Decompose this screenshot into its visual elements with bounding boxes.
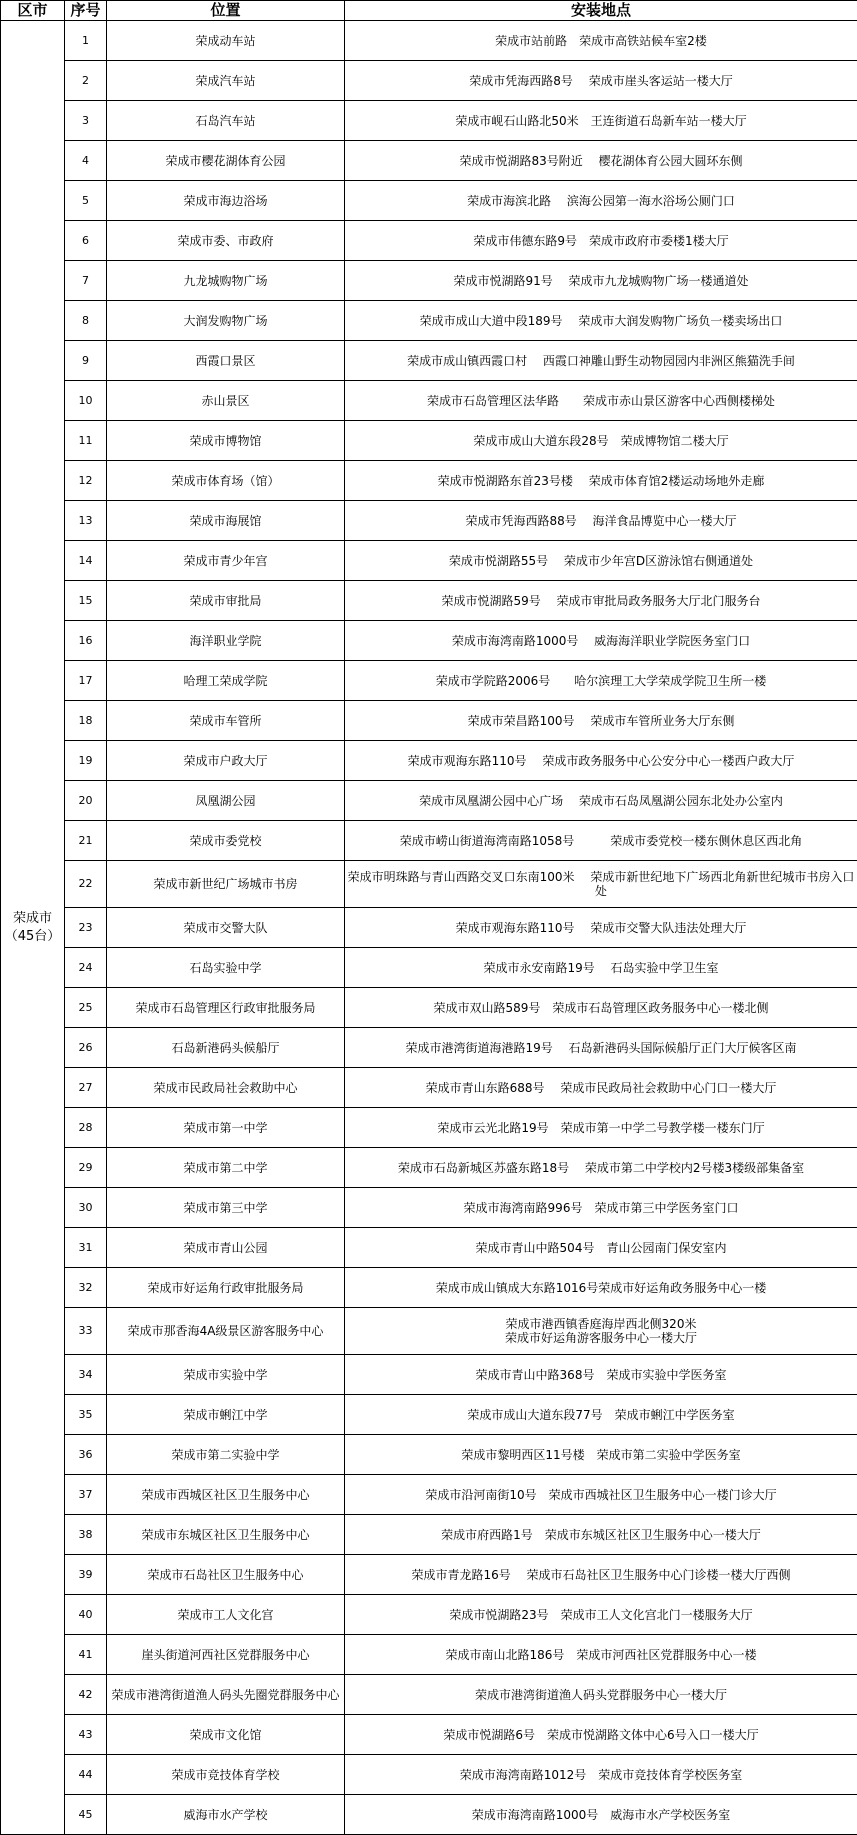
row-address: 荣成市悦湖路6号 荣成市悦湖路文体中心6号入口一楼大厅 — [345, 1715, 857, 1755]
row-number: 40 — [65, 1595, 107, 1635]
table-row — [1, 261, 857, 301]
row-address: 荣成市成山大道东段77号 荣成市蜊江中学医务室 — [345, 1395, 857, 1435]
table-row — [1, 101, 857, 141]
row-number: 22 — [65, 861, 107, 908]
table-row — [1, 861, 857, 908]
row-address: 荣成市岘石山路北50米 王连街道石岛新车站一楼大厅 — [345, 101, 857, 141]
row-address: 荣成市悦湖路55号 荣成市少年宫D区游泳馆右侧通道处 — [345, 541, 857, 581]
row-number: 35 — [65, 1395, 107, 1435]
table-row — [1, 621, 857, 661]
row-number: 5 — [65, 181, 107, 221]
row-number: 33 — [65, 1308, 107, 1355]
district-count: （45台） — [3, 928, 62, 946]
row-position: 荣成动车站 — [107, 21, 345, 61]
table-row — [1, 1228, 857, 1268]
row-address: 荣成市成山镇成大东路1016号荣成市好运角政务服务中心一楼 — [345, 1268, 857, 1308]
row-address: 荣成市悦湖路59号 荣成市审批局政务服务大厅北门服务台 — [345, 581, 857, 621]
row-position: 荣成市东城区社区卫生服务中心 — [107, 1515, 345, 1555]
row-address: 荣成市悦湖路83号附近 樱花湖体育公园大圆环东侧 — [345, 141, 857, 181]
table-row — [1, 988, 857, 1028]
row-address: 荣成市凤凰湖公园中心广场 荣成市石岛凤凰湖公园东北处办公室内 — [345, 781, 857, 821]
row-address: 荣成市学院路2006号 哈尔滨理工大学荣成学院卫生所一楼 — [345, 661, 857, 701]
table-row — [1, 21, 857, 61]
row-address: 荣成市青龙路16号 荣成市石岛社区卫生服务中心门诊楼一楼大厅西侧 — [345, 1555, 857, 1595]
row-position: 荣成市港湾街道渔人码头先圈党群服务中心 — [107, 1675, 345, 1715]
table-row — [1, 1188, 857, 1228]
row-address: 荣成市海湾南路1000号 威海海洋职业学院医务室门口 — [345, 621, 857, 661]
row-number: 32 — [65, 1268, 107, 1308]
row-address: 荣成市悦湖路91号 荣成市九龙城购物广场一楼通道处 — [345, 261, 857, 301]
row-number: 14 — [65, 541, 107, 581]
row-address: 荣成市荣昌路100号 荣成市车管所业务大厅东侧 — [345, 701, 857, 741]
table-row — [1, 1068, 857, 1108]
row-position: 荣成市蜊江中学 — [107, 1395, 345, 1435]
row-position: 荣成市户政大厅 — [107, 741, 345, 781]
district-name: 荣成市 — [3, 910, 62, 928]
row-number: 15 — [65, 581, 107, 621]
table-row — [1, 661, 857, 701]
row-address: 荣成市成山大道东段28号 荣成博物馆二楼大厅 — [345, 421, 857, 461]
row-position: 石岛实验中学 — [107, 948, 345, 988]
header-position: 位置 — [107, 1, 345, 21]
row-address: 荣成市崂山街道海湾南路1058号 荣成市委党校一楼东侧休息区西北角 — [345, 821, 857, 861]
row-position: 哈理工荣成学院 — [107, 661, 345, 701]
table-row — [1, 821, 857, 861]
row-address: 荣成市观海东路110号 荣成市政务服务中心公安分中心一楼西户政大厅 — [345, 741, 857, 781]
table-row — [1, 1515, 857, 1555]
table-row — [1, 581, 857, 621]
table-row — [1, 908, 857, 948]
row-position: 荣成市第三中学 — [107, 1188, 345, 1228]
row-number: 7 — [65, 261, 107, 301]
table-row — [1, 1108, 857, 1148]
table-row — [1, 1435, 857, 1475]
row-address: 荣成市永安南路19号 石岛实验中学卫生室 — [345, 948, 857, 988]
row-position: 西霞口景区 — [107, 341, 345, 381]
table-row — [1, 301, 857, 341]
row-number: 25 — [65, 988, 107, 1028]
row-address: 荣成市港湾街道海港路19号 石岛新港码头国际候船厅正门大厅候客区南 — [345, 1028, 857, 1068]
row-number: 41 — [65, 1635, 107, 1675]
row-position: 九龙城购物广场 — [107, 261, 345, 301]
row-position: 荣成市第一中学 — [107, 1108, 345, 1148]
row-position: 荣成市体育场（馆） — [107, 461, 345, 501]
row-position: 海洋职业学院 — [107, 621, 345, 661]
row-number: 30 — [65, 1188, 107, 1228]
table-row — [1, 1475, 857, 1515]
table-row — [1, 1395, 857, 1435]
row-number: 36 — [65, 1435, 107, 1475]
row-address: 荣成市海湾南路996号 荣成市第三中学医务室门口 — [345, 1188, 857, 1228]
row-address: 荣成市云光北路19号 荣成市第一中学二号教学楼一楼东门厅 — [345, 1108, 857, 1148]
row-address: 荣成市青山中路368号 荣成市实验中学医务室 — [345, 1355, 857, 1395]
row-number: 42 — [65, 1675, 107, 1715]
row-position: 荣成市青少年宫 — [107, 541, 345, 581]
row-position: 荣成市工人文化宫 — [107, 1595, 345, 1635]
row-position: 荣成市石岛管理区行政审批服务局 — [107, 988, 345, 1028]
row-position: 荣成市车管所 — [107, 701, 345, 741]
header-address: 安装地点 — [345, 1, 857, 21]
row-position: 荣成市交警大队 — [107, 908, 345, 948]
row-position: 大润发购物广场 — [107, 301, 345, 341]
row-address: 荣成市凭海西路88号 海洋食品博览中心一楼大厅 — [345, 501, 857, 541]
row-address: 荣成市海滨北路 滨海公园第一海水浴场公厕门口 — [345, 181, 857, 221]
table-row — [1, 1595, 857, 1635]
row-position: 赤山景区 — [107, 381, 345, 421]
row-number: 38 — [65, 1515, 107, 1555]
row-address: 荣成市石岛管理区法华路 荣成市赤山景区游客中心西侧楼梯处 — [345, 381, 857, 421]
row-number: 13 — [65, 501, 107, 541]
table-row — [1, 1355, 857, 1395]
table-row — [1, 781, 857, 821]
row-position: 威海市水产学校 — [107, 1795, 345, 1835]
table-row — [1, 1755, 857, 1795]
row-address: 荣成市沿河南街10号 荣成市西城社区卫生服务中心一楼门诊大厅 — [345, 1475, 857, 1515]
row-position: 石岛新港码头候船厅 — [107, 1028, 345, 1068]
row-address: 荣成市南山北路186号 荣成市河西社区党群服务中心一楼 — [345, 1635, 857, 1675]
row-number: 29 — [65, 1148, 107, 1188]
row-number: 43 — [65, 1715, 107, 1755]
row-position: 荣成市好运角行政审批服务局 — [107, 1268, 345, 1308]
table-row — [1, 341, 857, 381]
row-number: 34 — [65, 1355, 107, 1395]
row-position: 荣成市审批局 — [107, 581, 345, 621]
row-position: 荣成市海展馆 — [107, 501, 345, 541]
row-position: 石岛汽车站 — [107, 101, 345, 141]
row-address: 荣成市凭海西路8号 荣成市崖头客运站一楼大厅 — [345, 61, 857, 101]
table-row — [1, 461, 857, 501]
row-address: 荣成市成山镇西霞口村 西霞口神雕山野生动物园园内非洲区熊猫洗手间 — [345, 341, 857, 381]
row-address: 荣成市伟德东路9号 荣成市政府市委楼1楼大厅 — [345, 221, 857, 261]
table-row — [1, 421, 857, 461]
row-address: 荣成市青山东路688号 荣成市民政局社会救助中心门口一楼大厅 — [345, 1068, 857, 1108]
row-number: 8 — [65, 301, 107, 341]
row-number: 3 — [65, 101, 107, 141]
row-number: 1 — [65, 21, 107, 61]
row-address: 荣成市石岛新城区苏盛东路18号 荣成市第二中学校内2号楼3楼级部集备室 — [345, 1148, 857, 1188]
row-number: 44 — [65, 1755, 107, 1795]
table-row — [1, 61, 857, 101]
row-position: 荣成市实验中学 — [107, 1355, 345, 1395]
row-position: 荣成市西城区社区卫生服务中心 — [107, 1475, 345, 1515]
table-body — [1, 21, 857, 1835]
row-address: 荣成市悦湖路23号 荣成市工人文化宫北门一楼服务大厅 — [345, 1595, 857, 1635]
district-cell — [1, 21, 65, 1835]
table-row — [1, 1635, 857, 1675]
row-position: 荣成市民政局社会救助中心 — [107, 1068, 345, 1108]
row-position: 荣成市石岛社区卫生服务中心 — [107, 1555, 345, 1595]
row-number: 27 — [65, 1068, 107, 1108]
row-number: 28 — [65, 1108, 107, 1148]
row-position: 荣成市第二中学 — [107, 1148, 345, 1188]
row-number: 45 — [65, 1795, 107, 1835]
table-row — [1, 701, 857, 741]
row-position: 荣成市竞技体育学校 — [107, 1755, 345, 1795]
row-number: 10 — [65, 381, 107, 421]
header-district: 区市 — [1, 1, 65, 21]
row-number: 23 — [65, 908, 107, 948]
row-position: 荣成市博物馆 — [107, 421, 345, 461]
table-row — [1, 1148, 857, 1188]
table-row — [1, 1028, 857, 1068]
row-number: 37 — [65, 1475, 107, 1515]
row-position: 荣成市新世纪广场城市书房 — [107, 861, 345, 908]
row-address: 荣成市港湾街道渔人码头党群服务中心一楼大厅 — [345, 1675, 857, 1715]
table-row — [1, 141, 857, 181]
table-row — [1, 1268, 857, 1308]
row-address: 荣成市悦湖路东首23号楼 荣成市体育馆2楼运动场地外走廊 — [345, 461, 857, 501]
row-number: 24 — [65, 948, 107, 988]
row-address: 荣成市海湾南路1000号 威海市水产学校医务室 — [345, 1795, 857, 1835]
table-row — [1, 1675, 857, 1715]
row-number: 16 — [65, 621, 107, 661]
table-row — [1, 501, 857, 541]
row-number: 12 — [65, 461, 107, 501]
row-address: 荣成市黎明西区11号楼 荣成市第二实验中学医务室 — [345, 1435, 857, 1475]
row-number: 31 — [65, 1228, 107, 1268]
row-address: 荣成市海湾南路1012号 荣成市竞技体育学校医务室 — [345, 1755, 857, 1795]
row-address: 荣成市府西路1号 荣成市东城区社区卫生服务中心一楼大厅 — [345, 1515, 857, 1555]
table-row — [1, 741, 857, 781]
row-number: 9 — [65, 341, 107, 381]
row-address: 荣成市明珠路与青山西路交叉口东南100米 荣成市新世纪地下广场西北角新世纪城市书房入口处 — [345, 861, 857, 908]
row-number: 26 — [65, 1028, 107, 1068]
row-position: 荣成市委、市政府 — [107, 221, 345, 261]
table-row — [1, 1555, 857, 1595]
table-row — [1, 221, 857, 261]
row-position: 荣成汽车站 — [107, 61, 345, 101]
row-address: 荣成市青山中路504号 青山公园南门保安室内 — [345, 1228, 857, 1268]
row-number: 6 — [65, 221, 107, 261]
row-number: 39 — [65, 1555, 107, 1595]
row-address: 荣成市港西镇香庭海岸西北侧320米 荣成市好运角游客服务中心一楼大厅 — [345, 1308, 857, 1355]
table-row — [1, 1715, 857, 1755]
row-position: 凤凰湖公园 — [107, 781, 345, 821]
table-header — [1, 1, 857, 21]
row-number: 2 — [65, 61, 107, 101]
table-row — [1, 181, 857, 221]
row-number: 17 — [65, 661, 107, 701]
row-position: 崖头街道河西社区党群服务中心 — [107, 1635, 345, 1675]
row-number: 19 — [65, 741, 107, 781]
table-row — [1, 948, 857, 988]
row-number: 21 — [65, 821, 107, 861]
row-position: 荣成市第二实验中学 — [107, 1435, 345, 1475]
row-number: 4 — [65, 141, 107, 181]
row-position: 荣成市樱花湖体育公园 — [107, 141, 345, 181]
row-address: 荣成市站前路 荣成市高铁站候车室2楼 — [345, 21, 857, 61]
table-row — [1, 541, 857, 581]
row-position: 荣成市委党校 — [107, 821, 345, 861]
row-position: 荣成市那香海4A级景区游客服务中心 — [107, 1308, 345, 1355]
row-address: 荣成市观海东路110号 荣成市交警大队违法处理大厅 — [345, 908, 857, 948]
row-number: 20 — [65, 781, 107, 821]
row-position: 荣成市青山公园 — [107, 1228, 345, 1268]
row-number: 18 — [65, 701, 107, 741]
row-number: 11 — [65, 421, 107, 461]
row-address: 荣成市双山路589号 荣成市石岛管理区政务服务中心一楼北侧 — [345, 988, 857, 1028]
row-position: 荣成市海边浴场 — [107, 181, 345, 221]
row-position: 荣成市文化馆 — [107, 1715, 345, 1755]
table-row — [1, 1308, 857, 1355]
row-address: 荣成市成山大道中段189号 荣成市大润发购物广场负一楼卖场出口 — [345, 301, 857, 341]
table-row — [1, 381, 857, 421]
header-num: 序号 — [65, 1, 107, 21]
